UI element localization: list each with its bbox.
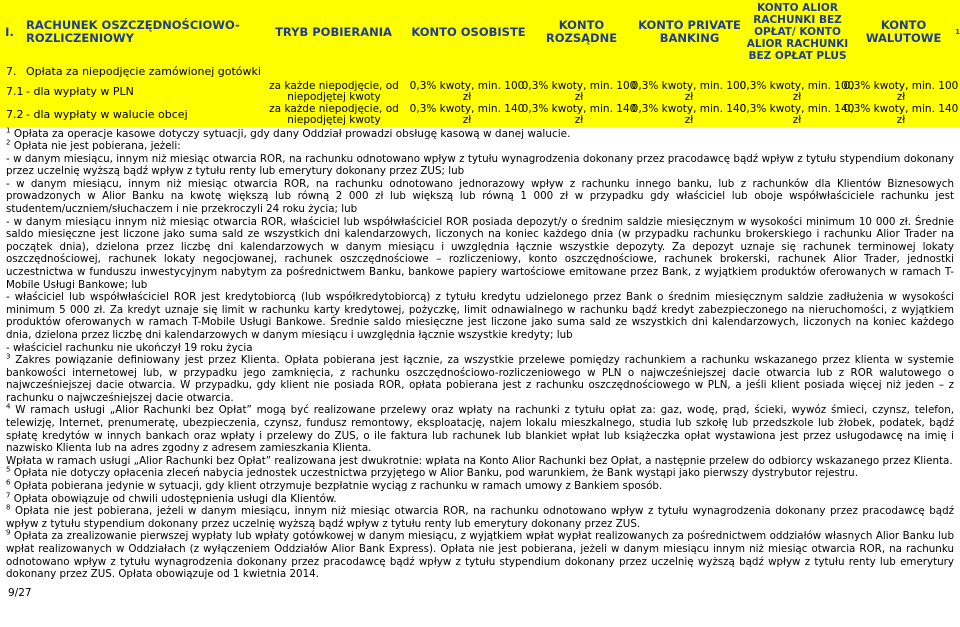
header-mode: TRYB POBIERANIA: [262, 0, 406, 64]
section-7-row: [0, 64, 960, 80]
table-row: [0, 80, 960, 103]
footnote-ref: 2: [6, 138, 11, 147]
footnote-ref: 5: [6, 466, 11, 475]
footnote-8: [6, 505, 954, 530]
footnote-ref: 1: [6, 126, 11, 135]
section-number: 7.: [6, 65, 17, 78]
footnote-1: [6, 128, 956, 140]
footnote-7: [6, 493, 954, 506]
footnote-text: Zakres powiązanie definiowany jest przez Klienta. Opłata pobierana jest łącznie, za wszystkie przelewe pomiędzy rachunkiem a rachunku wskazanego przez klienta w systemie bankowości internetowej lub, w przypadku jego zamknięcia, z rachunku oszczędnościowo-rozliczeniowego w PLN o najwcześniejszej dacie otwarcia lub z ROR walutowego o najwcześniejszej dacie otwarcia. W przypadku, gdy klient nie posiada ROR, opłata pobierana jest z rachunku oszczędnościowego w PLN, a jeśli klient posiada więcej niż jeden – z rachunku o najwcześniejszej dacie otwarcia.: [6, 354, 954, 404]
footnote-text: Opłata nie jest pobierana, jeżeli w danym miesiącu, innym niż miesiąc otwarcia ROR, na rachunku odnotowano wpływ z tytułu wynagrodzenia dokonany przez pracodawcę bądź wpływ z tytułu stypendium dokonany przez uczelnię wyższą bądź wpływ z tytułu renty lub emerytury dokonany przez ZUS.: [6, 505, 955, 530]
footnote-2-item: - właściciel lub współwłaściciel ROR jest kredytobiorcą (lub współkredytobiorcą) z tytułu kredytu udzielonego przez Bank o średnim miesięcznym saldzie zadłużenia w wysokości minimum 5 000 zł. Za kredyt uznaje się limit w rachunku karty kredytowej, pożyczkę, limit odnawialnego w rachunku bądź kredyt zabezpieczonego na nieruchomości, z wyjątkiem produktów oferowanych w ramach T-Mobile Usługi Bankowe. Średnie saldo miesięczne jest liczone jako suma sald ze wszystkich dni kalendarzowych, liczonych na koniec każdego dnia, dzielona przez liczbę dni kalendarzowych w danym miesiącu i uwzględnia łącznie wszystkie kredyty; lub: [6, 291, 954, 341]
footnote-text: W ramach usługi „Alior Rachunki bez Opłat” mogą być realizowane przelewy oraz wpłaty na rachunki z tytułu opłat za: gaz, wodę, prąd, ścieki, wywóz śmieci, czynsz, telefon, telewizję, Internet, prenumeratę, ubezpieczenia, czynsz, fundusz remontowy, eksploatację, najem lokalu mieszkalnego, studia lub szkołę lub przedszkole lub żłobek, podatek, bądź spłatę kredytów w innych bankach oraz wpłaty i przelewy do ZUS, o ile faktura lub rachunek lub blankiet wpłat lub książeczka opłat wystawiona jest przez usługodawcę na imię i nazwisko Klienta lub na adres zgodny z adresem zamieszkania Klienta.: [6, 404, 954, 455]
row-mode: za każde niepodjęcie, od niepodjętej kwoty: [269, 80, 399, 103]
footnote-text: Opłata za operacje kasowe dotyczy sytuacji, gdy dany Oddział prowadzi obsługę kasową w danej walucie.: [13, 128, 571, 140]
footnote-9: [6, 530, 954, 580]
footnote-ref: 9: [6, 528, 11, 537]
row-value-rozsadne: 0,3% kwoty, min. 100 zł: [521, 80, 637, 103]
row-value-walutowe: 0,3% kwoty, min. 140 zł: [843, 103, 959, 126]
footnote-4-extra: Wpłata w ramach usługi „Alior Rachunki bez Opłat” realizowana jest dwukrotnie: wpłata na Konto Alior Rachunki bez Opłat, a następnie przelew do odbiorcy wskazanego przez Klienta.: [6, 454, 953, 467]
row-label: - dla wypłaty w PLN: [26, 85, 134, 98]
header-col-bez-oplat: KONTO ALIOR RACHUNKI BEZ OPŁAT/ KONTO ALIOR RACHUNKI BEZ OPŁAT PLUS: [742, 0, 854, 64]
header-col-walutowe-label: KONTO WALUTOWE: [865, 18, 942, 45]
page-number: 9/27: [8, 587, 32, 599]
row-mode: za każde niepodjęcie, od niepodjętej kwoty: [269, 103, 399, 126]
row-number: 7.1: [6, 85, 24, 98]
row-value-osobiste: 0,3% kwoty, min. 140 zł: [409, 103, 525, 126]
footnote-text: Opłata za zrealizowanie pierwszej wypłaty lub wpłaty gotówkowej w danym miesiącu, z wyjątkiem wpłat wypłat realizowanych za pośrednictwem oddziałów własnych Alior Banku lub wpłat realizowanych w Oddziałach (z wyłączeniem Oddziałów Alior Bank Express). Opłata nie jest pobierana, jeżeli w danym miesiącu innym niż miesiąc otwarcia ROR, na rachunku odnotowano wpływ z tytułu wynagrodzenia dokonany przez pracodawcę bądź wpływ z tytułu stypendium dokonany przez uczelnię wyższą bądź wpływ z tytułu renty lub emerytury dokonany przez ZUS. Opłata obowiązuje od 1 kwietnia 2014.: [6, 530, 954, 581]
table-row: [0, 103, 960, 127]
row-value-bez-oplat: 0,3% kwoty, min. 100 zł: [739, 80, 855, 103]
footnote-2-item: - w danym miesiącu innym niż miesiąc otwarcia ROR, właściciel lub współwłaściciel ROR posiada depozyt/y o średnim saldzie miesięcznym w wysokości minimum 10 000 zł. Średnie saldo miesięczne jest liczone jako suma sald ze wszystkich dni kalendarzowych, liczonych na koniec każdego dnia (w przypadku rachunku brokerskiego i rachunku Alior Trader na początek dnia), dzielona przez liczbę dni kalendarzowych w danym miesiącu i uwzględnia łącznie wszystkie depozyty. Za depozyt uznaje się rachunek terminowej lokaty oszczędnościowej, rachunek lokaty negocjowanej, rachunek oszczędnościowe – rozliczeniowy, konto oszczędnościowe, rachunek brokerski, rachunek Alior Trader, jednostki uczestnictwa w funduszu inwestycyjnym nabytym za pośrednictwem Banku, bankowe papiery wartościowe emitowane przez Bank, z wyjątkiem produktów oferowanych w ramach T-Mobile Usługi Bankowe; lub: [6, 215, 954, 291]
footnotes-body: [6, 140, 954, 581]
footnote-3: [6, 354, 954, 404]
table-header: [0, 0, 960, 64]
footnote-5: [6, 467, 954, 480]
header-col-walutowe: KONTO WALUTOWE 1: [852, 0, 960, 64]
row-value-private: 0,3% kwoty, min. 100 zł: [631, 80, 747, 103]
footnote-text: Opłata obowiązuje od chwili udostępnienia usługi dla Klientów.: [13, 492, 337, 505]
header-title: RACHUNEK OSZCZĘDNOŚCIOWO-ROZLICZENIOWY: [22, 0, 254, 64]
row-value-rozsadne: 0,3% kwoty, min. 140 zł: [521, 103, 637, 126]
footnote-ref: 4: [6, 403, 11, 412]
header-col-private-banking: KONTO PRIVATE BANKING: [630, 0, 750, 64]
footnote-ref: 6: [6, 478, 11, 487]
footnote-ref: 8: [6, 503, 11, 512]
footnote-2: [6, 140, 954, 153]
footnote-4: [6, 404, 954, 454]
header-number: I.: [0, 0, 20, 64]
row-number: 7.2: [6, 108, 24, 121]
footnote-2-item: - właściciel rachunku nie ukończył 19 roku życia: [6, 341, 253, 354]
header-col-osobiste: KONTO OSOBISTE: [408, 0, 530, 64]
row-value-bez-oplat: 0,3% kwoty, min. 140 zł: [739, 103, 855, 126]
footnote-ref: 3: [6, 352, 11, 361]
footnote-text: Opłata nie jest pobierana, jeżeli:: [13, 140, 181, 152]
footnote-ref: 7: [6, 491, 11, 500]
footnote-text: Opłata nie dotyczy opłacenia zleceń nabycia jednostek uczestnictwa przyjętego w Alior Banku, pod warunkiem, że Bank wystąpi jako pierwszy dystrybutor rejestru.: [13, 467, 858, 480]
row-value-walutowe: 0,3% kwoty, min. 100 zł: [843, 80, 959, 103]
footnote-2-item: - w danym miesiącu, innym niż miesiąc otwarcia ROR, na rachunku odnotowano wpływ z tytułu wynagrodzenia dokonany przez pracodawcę bądź wpływ z tytułu stypendium dokonany przez uczelnię wyższą bądź wpływ z tytułu renty lub emerytury dokonany przez ZUS; lub: [6, 152, 954, 178]
row-value-private: 0,3% kwoty, min. 140 zł: [631, 103, 747, 126]
footnote-6: [6, 480, 954, 493]
footnote-2-item: - w danym miesiącu, innym niż miesiąc otwarcia ROR, na rachunku odnotowano jednorazowy wpływ z rachunku innego banku, lub z rachunków dla Klientów Biznesowych prowadzonych w Alior Banku na kwotę większą lub równą 2 000 zł lub większą lub równą 1 000 zł w przypadku gdy właściciel lub oboje współwłaściciele rachunku jest studentem/uczniem/słuchaczem i nie przekroczyli 24 roku życia; lub: [6, 177, 954, 215]
section-title: Opłata za niepodjęcie zamówionej gotówki: [26, 65, 261, 78]
row-label: - dla wypłaty w walucie obcej: [26, 108, 188, 121]
footnote-text: Opłata pobierana jedynie w sytuacji, gdy klient otrzymuje bezpłatnie wyciąg z rachunku w ramach umowy z Bankiem sposób.: [13, 480, 663, 493]
header-col-rozsadne: KONTO ROZSĄDNE: [522, 0, 642, 64]
row-value-osobiste: 0,3% kwoty, min. 100 zł: [409, 80, 525, 103]
